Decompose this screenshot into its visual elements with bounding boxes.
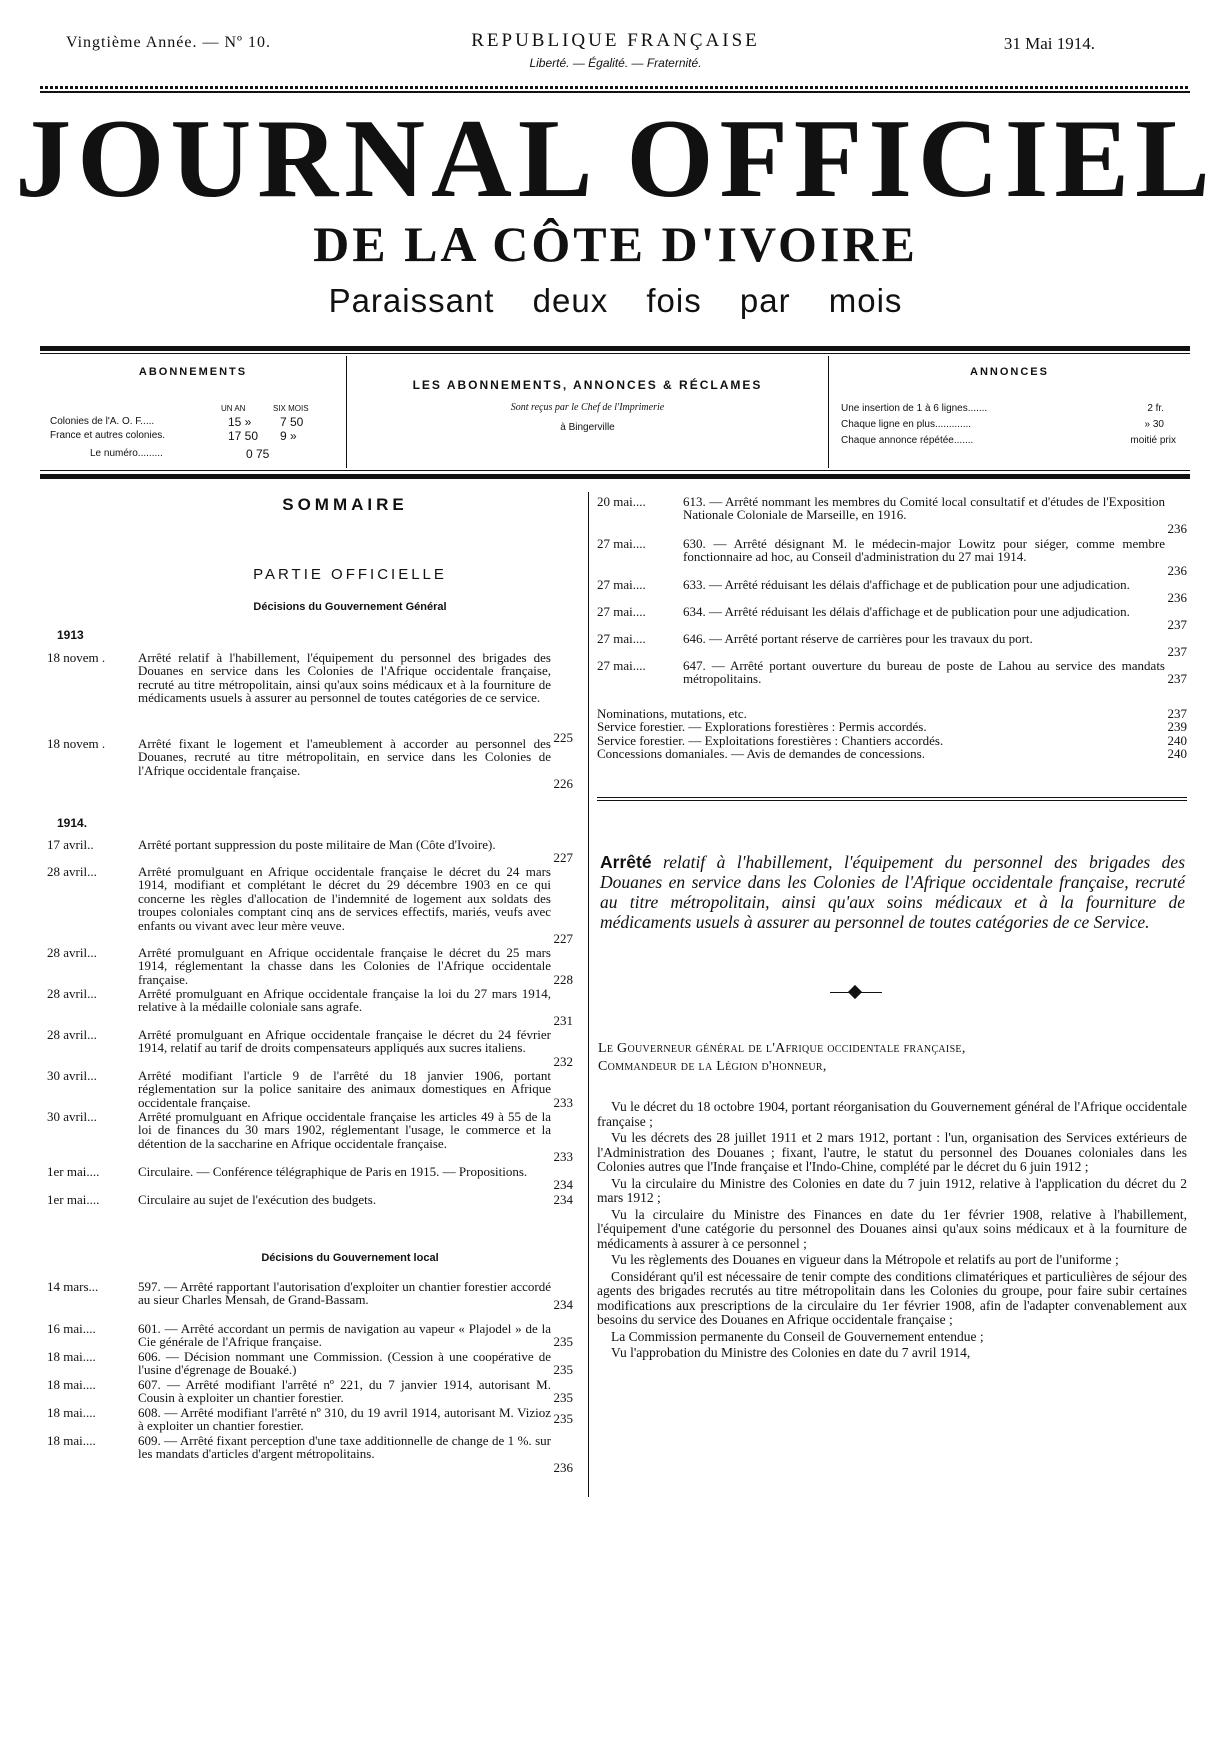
ads-panel: [829, 356, 1190, 468]
entry-page: 236: [1167, 590, 1187, 605]
subscriptions-row-six: 9 »: [280, 429, 297, 443]
entry-text: Circulaire. — Conférence télégraphique de Paris en 1915. — Propositions.: [138, 1164, 528, 1179]
ads-row-price: moitié prix: [1130, 435, 1176, 446]
entry-page: 236: [553, 1460, 573, 1475]
sommaire-entry: [47, 1322, 573, 1352]
sommaire-end-rule: [597, 797, 1187, 798]
center-info-line1: Sont reçus par le Chef de l'Imprimerie: [510, 402, 665, 413]
sommaire-entry: [47, 1280, 573, 1324]
entry-page: 231: [553, 1013, 573, 1028]
sommaire-entry: [47, 946, 573, 990]
entry-page: 236: [1167, 521, 1187, 536]
entry-text: 630. — Arrêté désignant M. le médecin-major Lowitz pour siéger, comme membre fonctionnaire ad hoc, au Conseil d'administration du 27 mai 1914.: [683, 536, 1165, 565]
misc-item-page: 240: [1167, 746, 1187, 762]
subscriptions-heading: ABONNEMENTS: [138, 366, 248, 378]
entry-date: 27 mai....: [597, 658, 646, 673]
article-paragraph: Vu la circulaire du Ministre des Finances en date du 1er février 1908, relative à l'habillement, l'équipement d'une catégorie du personnel des Douanes ainsi qu'aux soins médicaux et à la fourniture de médicaments à assurer à ce personnel ;: [597, 1206, 1187, 1251]
entry-page: 237: [1167, 671, 1187, 686]
sommaire-entry: [597, 659, 1187, 689]
entry-text: 597. — Arrêté rapportant l'autorisation d'exploiter un chantier forestier accordé au sieur Charles Mensah, de Grand-Bassam.: [138, 1279, 551, 1308]
subscriptions-col-year: UN AN: [221, 404, 246, 413]
republic-header: REPUBLIQUE FRANÇAISE: [471, 30, 760, 51]
entry-text: Arrêté promulguant en Afrique occidentale française les articles 49 à 55 de la loi de finances du 30 mars 1902, réglementant l'usage, le commerce et la détention de la saccharine en Afrique occidentale française.: [138, 1109, 551, 1151]
ads-row-label: Une insertion de 1 à 6 lignes.......: [841, 403, 988, 414]
entry-page: 233: [553, 1149, 573, 1164]
misc-item: [597, 734, 1187, 747]
top-rule: [40, 86, 1190, 89]
subscriptions-row-year: 15 »: [228, 415, 252, 429]
entry-text: 607. — Arrêté modifiant l'arrêté nº 221, du 7 janvier 1914, autorisant M. Cousin à exploiter un chantier forestier.: [138, 1377, 551, 1406]
entry-page: 236: [1167, 563, 1187, 578]
partie-officielle-heading: PARTIE OFFICIELLE: [253, 566, 447, 583]
entry-date: 18 mai....: [47, 1349, 96, 1364]
entry-date: 14 mars...: [47, 1279, 99, 1294]
issue-date: 31 Mai 1914.: [1003, 34, 1095, 53]
article-title: [600, 852, 1185, 932]
entry-date: 27 mai....: [597, 536, 646, 551]
entry-page: 234: [553, 1192, 573, 1207]
entry-date: 27 mai....: [597, 604, 646, 619]
sommaire-entry: [47, 1350, 573, 1380]
sommaire-entry: [47, 987, 573, 1031]
entry-page: 237: [1167, 644, 1187, 659]
subscriptions-number-label: Le numéro.........: [90, 448, 163, 459]
entry-page: 234: [553, 1297, 573, 1312]
entry-date: 28 avril...: [47, 986, 97, 1001]
entry-page: 232: [553, 1054, 573, 1069]
entry-date: 16 mai....: [47, 1321, 96, 1336]
entry-page: 225: [553, 730, 573, 745]
masthead-title: JOURNAL OFFICIEL: [15, 97, 1216, 221]
entry-page: 233: [553, 1095, 573, 1110]
article-paragraph: Vu le décret du 18 octobre 1904, portant réorganisation du Gouvernement général de l'Afrique occidentale française ;: [597, 1099, 1187, 1129]
entry-date: 30 avril...: [47, 1068, 97, 1083]
sommaire-entry: [47, 1378, 573, 1408]
entry-date: 20 mai....: [597, 494, 646, 509]
masthead-tagline: Paraissant deux fois par mois: [328, 282, 903, 319]
entry-date: 18 novem .: [47, 736, 106, 751]
entry-text: Arrêté promulguant en Afrique occidentale française la loi du 27 mars 1914, relative à la médaille coloniale sans agrafe.: [138, 986, 551, 1015]
misc-item-text: Service forestier. — Exploitations forestières : Chantiers accordés.: [597, 732, 944, 748]
ads-row-label: Chaque annonce répétée.......: [841, 435, 974, 446]
top-rule-thin: [40, 91, 1190, 93]
sommaire-entry: [597, 537, 1187, 581]
subscriptions-row-label: France et autres colonies.: [50, 430, 166, 441]
article-author: [598, 1040, 1188, 1076]
entry-page: 228: [553, 972, 573, 987]
entry-text: Arrêté portant suppression du poste militaire de Man (Côte d'Ivoire).: [138, 837, 496, 852]
article-paragraph: Vu la circulaire du Ministre des Colonies en date du 7 juin 1912, relative à l'application du décret du 2 mars 1912 ;: [597, 1175, 1187, 1205]
entry-page: 235: [553, 1334, 573, 1349]
misc-item: [597, 720, 1187, 733]
entry-text: Circulaire au sujet de l'exécution des budgets.: [138, 1192, 377, 1207]
misc-item-text: Service forestier. — Explorations forestières : Permis accordés.: [597, 719, 927, 735]
entry-date: 1er mai....: [47, 1192, 100, 1207]
entry-date: 18 mai....: [47, 1377, 96, 1392]
misc-item-page: 239: [1167, 719, 1187, 735]
gov-general-heading: Décisions du Gouvernement Général: [253, 601, 447, 613]
sommaire-entry: [47, 1406, 573, 1436]
sommaire-entry: [47, 865, 573, 949]
entry-date: 27 mai....: [597, 631, 646, 646]
entry-text: Arrêté relatif à l'habillement, l'équipement du personnel des brigades des Douanes en service dans les Colonies de l'Afrique occidentale française, recruté au titre métropolitain, ainsi qu'aux soins médicaux et à la fourniture de médicaments usuels à assurer au personnel de toutes catégories de ce service.: [138, 650, 551, 706]
info-box-top-rule-thin: [40, 353, 1190, 354]
article-paragraph: Vu l'approbation du Ministre des Colonies en date du 7 avril 1914,: [611, 1345, 971, 1360]
entry-date: 17 avril..: [47, 837, 94, 852]
article-paragraph: Vu les règlements des Douanes en vigueur dans la Métropole et relatifs au port de l'uniforme ;: [611, 1252, 1119, 1267]
entry-page: 237: [1167, 617, 1187, 632]
entry-page: 235: [553, 1362, 573, 1377]
entry-text: Arrêté promulguant en Afrique occidentale française le décret du 24 mars 1914, modifiant et complétant le décret du 29 décembre 1903 en ce qui concerne les règles d'allocation de l'indemnité de logement aux soldats des troupes coloniales comptant cinq ans de services effectifs, mariés, veufs avec enfants ou vivant avec leur mère veuve.: [138, 864, 551, 933]
entry-text: 633. — Arrêté réduisant les délais d'affichage et de publication pour une adjudication.: [683, 577, 1130, 592]
misc-item-text: Concessions domaniales. — Avis de demandes de concessions.: [597, 746, 925, 762]
entry-date: 28 avril...: [47, 945, 97, 960]
sommaire-entry: [47, 1193, 573, 1209]
article-title-rest: relatif à l'habillement, l'équipement du personnel des brigades des Douanes en service dans les Colonies de l'Afrique occidentale française, recruté au titre métropolitain, ainsi qu'aux soins médicaux et à la fourniture de médicaments usuels à assurer au personnel de toutes catégories de ce Service.: [600, 852, 1186, 932]
entry-date: 27 mai....: [597, 577, 646, 592]
article-title-word: Arrêté: [600, 852, 652, 872]
subscriptions-row-six: 7 50: [280, 415, 304, 429]
entry-text: 647. — Arrêté portant ouverture du bureau de poste de Lahou au service des mandats métropolitains.: [683, 658, 1165, 687]
ads-row-price: 2 fr.: [1147, 403, 1164, 414]
entry-date: 18 mai....: [47, 1405, 96, 1420]
subscriptions-row-year: 17 50: [228, 429, 259, 443]
entry-date: 18 novem .: [47, 650, 106, 665]
motto: Liberté. — Égalité. — Fraternité.: [529, 56, 702, 70]
entry-date: 1er mai....: [47, 1164, 100, 1179]
gov-local-heading: Décisions du Gouvernement local: [261, 1252, 439, 1264]
sommaire-entry: [47, 1165, 573, 1195]
entry-date: 30 avril...: [47, 1109, 97, 1124]
entry-page: 226: [553, 776, 573, 791]
entry-page: 235: [553, 1390, 573, 1405]
sommaire-entry: [597, 495, 1187, 539]
subscriptions-col-six: SIX MOIS: [273, 404, 309, 413]
entry-text: 601. — Arrêté accordant un permis de navigation au vapeur « Plajodel » de la Cie générale de l'Afrique française.: [138, 1321, 551, 1350]
misc-item: [597, 747, 1187, 760]
year-1913: 1913: [57, 628, 84, 642]
entry-text: 608. — Arrêté modifiant l'arrêté nº 310, du 19 avril 1914, autorisant M. Vizioz à exploiter un chantier forestier.: [138, 1405, 551, 1434]
entry-text: 613. — Arrêté nommant les membres du Comité local consultatif et d'études de l'Exposition Nationale Coloniale de Marseille, en 1916.: [683, 494, 1165, 523]
sommaire-title: SOMMAIRE: [282, 495, 408, 514]
subscriptions-row-label: Colonies de l'A. O. F.....: [50, 416, 155, 427]
article-author-line2: Commandeur de la Légion d'honneur,: [598, 1059, 827, 1074]
ads-heading: ANNONCES: [970, 366, 1049, 378]
misc-item-page: 237: [1167, 706, 1187, 721]
article-body: [597, 1100, 1187, 1363]
entry-date: 28 avril...: [47, 864, 97, 879]
sommaire-end-rule-thin: [597, 800, 1187, 801]
sommaire-entry: [47, 651, 573, 747]
entry-page: 234: [553, 1177, 573, 1192]
center-info-heading: LES ABONNEMENTS, ANNONCES & RÉCLAMES: [412, 378, 763, 392]
misc-item: [597, 707, 1187, 720]
entry-page: 235: [553, 1411, 573, 1426]
article-paragraph: Considérant qu'il est nécessaire de tenir compte des conditions climatériques et particulières de séjour des agents des brigades recrutés au titre métropolitain dans les Colonies du groupe, pour faire subir certaines modifications aux prescriptions de la circulaire du 1er février 1908, afin de l'adapter convenablement aux besoins du service des Douanes en Afrique occidentale française ;: [597, 1268, 1187, 1327]
subscriptions-panel: [40, 356, 346, 468]
sommaire-entry: [47, 1434, 573, 1478]
ads-row-price: » 30: [1144, 419, 1164, 430]
entry-date: 18 mai....: [47, 1433, 96, 1448]
misc-item-page: 240: [1167, 732, 1187, 748]
masthead-subtitle: DE LA CÔTE D'IVOIRE: [313, 216, 918, 272]
entry-text: 646. — Arrêté portant réserve de carrières pour les travaux du port.: [683, 631, 1033, 646]
misc-list: [597, 707, 1187, 761]
sommaire-entry: [47, 1069, 573, 1113]
info-box-top-rule: [40, 346, 1190, 351]
misc-item-text: Nominations, mutations, etc.: [597, 706, 747, 721]
entry-date: 28 avril...: [47, 1027, 97, 1042]
sommaire-entry: [47, 1028, 573, 1072]
article-paragraph: La Commission permanente du Conseil de Gouvernement entendue ;: [611, 1328, 984, 1344]
info-box-bottom-rule: [40, 474, 1190, 479]
entry-text: 606. — Décision nommant une Commission. (Cession à une coopérative de l'usine d'égrenage de Bouaké.): [138, 1349, 551, 1378]
ornament-diamond-icon: [848, 985, 862, 999]
column-separator: [588, 492, 589, 1497]
entry-text: Arrêté modifiant l'article 9 de l'arrêté du 18 janvier 1906, portant réglementation sur la police sanitaire des animaux domestiques en Afrique occidentale française.: [138, 1068, 551, 1110]
center-info-panel: [347, 356, 828, 468]
issue-number: Vingtième Année. — Nº 10.: [66, 34, 271, 51]
sommaire-entry: [47, 737, 573, 797]
year-1914: 1914.: [57, 816, 88, 830]
article-author-line1: Le Gouverneur général de l'Afrique occidentale française,: [598, 1041, 966, 1056]
ads-row-label: Chaque ligne en plus.............: [841, 419, 972, 430]
entry-text: Arrêté promulguant en Afrique occidentale française le décret du 24 février 1914, relatif au tarif de droits compensateurs appliqués aux sucres italiens.: [138, 1027, 551, 1056]
entry-text: Arrêté fixant le logement et l'ameublement à accorder au personnel des Douanes, recruté au titre métropolitain, en service dans les Colonies de l'Afrique occidentale française.: [138, 736, 551, 778]
sommaire-entry: [47, 1110, 573, 1168]
subscriptions-number-price: 0 75: [246, 447, 270, 461]
entry-text: 609. — Arrêté fixant perception d'une taxe additionnelle de change de 1 %. sur les mandats d'articles d'argent métropolitains.: [138, 1433, 551, 1462]
entry-page: 227: [553, 850, 573, 865]
entry-page: 227: [553, 931, 573, 946]
center-info-line2: à Bingerville: [560, 422, 615, 433]
entry-text: Arrêté promulguant en Afrique occidentale française le décret du 25 mars 1914, réglementant la chasse dans les Colonies de l'Afrique occidentale française.: [138, 945, 551, 987]
info-box-bottom-rule-thin: [40, 470, 1190, 471]
article-paragraph: Vu les décrets des 28 juillet 1911 et 2 mars 1912, portant : l'un, organisation des Services extérieurs de l'Administration des Douanes ; fixant, l'autre, le statut du personnel des Douanes coloniales dans les Colonies autres que l'Inde française et l'Indo-Chine, complété par le décret du 6 juin 1912 ;: [597, 1130, 1187, 1174]
entry-text: 634. — Arrêté réduisant les délais d'affichage et de publication pour une adjudication.: [683, 604, 1130, 619]
